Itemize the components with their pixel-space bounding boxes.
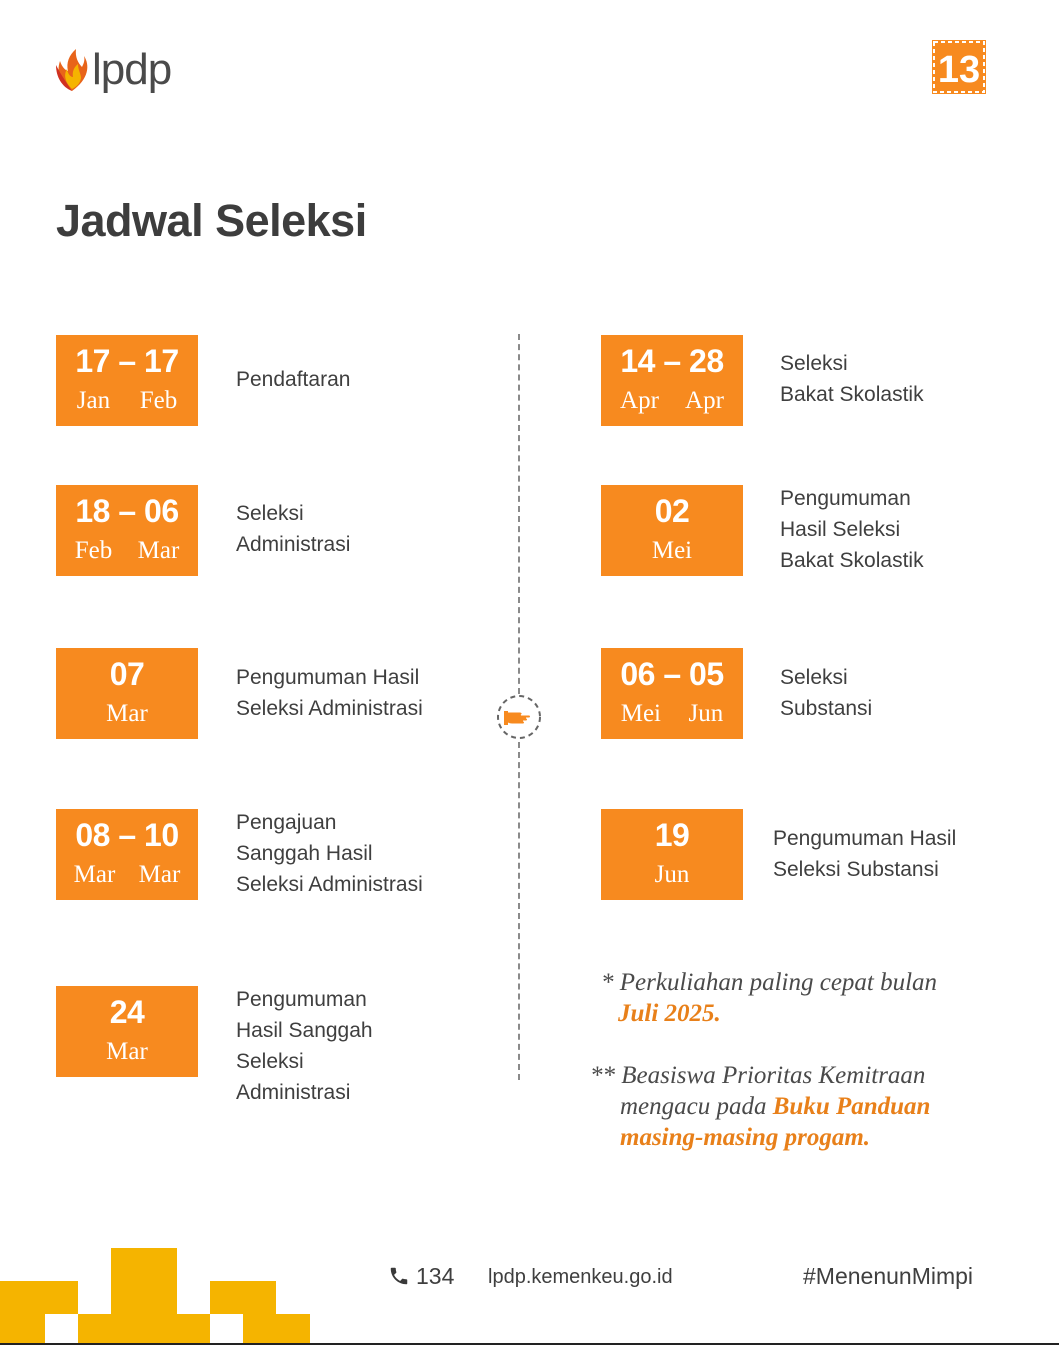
date-day: 08 – 10 bbox=[75, 817, 179, 853]
date-box-pengajuan-sanggah bbox=[56, 809, 198, 900]
date-month: Mar bbox=[106, 700, 148, 727]
date-box-pengumuman-administrasi bbox=[56, 648, 198, 739]
footnote-1 bbox=[601, 967, 1031, 1029]
schedule-label: Pengumuman Hasil Seleksi Bakat Skolastik bbox=[780, 487, 924, 572]
date-box-pengumuman-sanggah bbox=[56, 986, 198, 1077]
page-number-text: 13 bbox=[937, 49, 981, 91]
date-box-pendaftaran bbox=[56, 335, 198, 426]
date-month: Mar bbox=[137, 537, 180, 564]
date-day: 17 – 17 bbox=[75, 343, 179, 379]
lpdp-logo bbox=[54, 44, 171, 96]
date-months bbox=[601, 537, 743, 565]
timeline-divider bbox=[518, 742, 520, 1080]
page-number-badge bbox=[932, 40, 986, 94]
footnote-highlight: Buku Panduan bbox=[772, 1093, 931, 1120]
date-months bbox=[56, 861, 198, 889]
date-box-seleksi-administrasi bbox=[56, 485, 198, 576]
decorative-blocks bbox=[0, 1248, 310, 1345]
date-months bbox=[601, 387, 743, 415]
footnote-text: Beasiswa Prioritas Kemitraan bbox=[621, 1062, 926, 1089]
schedule-label: Pengumuman Hasil Sanggah Seleksi Administrasi bbox=[236, 988, 373, 1104]
date-month: Mei bbox=[651, 537, 693, 564]
footnote-text: Perkuliahan paling cepat bulan bbox=[619, 969, 938, 996]
footnote-2 bbox=[590, 1060, 1030, 1153]
schedule-label: Seleksi Administrasi bbox=[236, 502, 351, 556]
hashtag: #MenenunMimpi bbox=[803, 1263, 974, 1289]
date-day: 02 bbox=[654, 493, 690, 529]
pointing-hand-icon bbox=[496, 694, 542, 740]
footnote-highlight: masing-masing progam. bbox=[620, 1124, 871, 1151]
date-month: Mei bbox=[620, 700, 662, 727]
date-day: 24 bbox=[109, 994, 145, 1030]
date-months bbox=[56, 387, 198, 415]
logo-text: lpdp bbox=[92, 45, 172, 94]
date-day: 06 – 05 bbox=[620, 656, 724, 692]
date-month: Mar bbox=[73, 861, 116, 888]
flame-icon bbox=[54, 47, 90, 93]
schedule-label: Pengajuan Sanggah Hasil Seleksi Administrasi bbox=[236, 811, 423, 896]
footnote-text: mengacu pada bbox=[620, 1093, 767, 1120]
schedule-label: Pendaftaran bbox=[236, 368, 351, 391]
date-month: Jun bbox=[688, 700, 724, 727]
date-box-bakat-skolastik bbox=[601, 335, 743, 426]
page-title: Jadwal Seleksi bbox=[56, 195, 367, 246]
schedule-label: Pengumuman Hasil Seleksi Administrasi bbox=[236, 666, 423, 720]
date-month: Apr bbox=[685, 387, 724, 414]
schedule-label: Seleksi Bakat Skolastik bbox=[780, 352, 924, 406]
date-box-pengumuman-skolastik bbox=[601, 485, 743, 576]
date-month: Apr bbox=[620, 387, 659, 414]
date-months bbox=[601, 861, 743, 889]
date-month: Feb bbox=[74, 537, 113, 564]
date-month: Mar bbox=[138, 861, 181, 888]
date-months bbox=[56, 700, 198, 728]
phone-icon bbox=[388, 1265, 410, 1287]
date-months bbox=[56, 1038, 198, 1066]
timeline-divider bbox=[518, 334, 520, 694]
footnote-mark: * bbox=[601, 969, 614, 996]
date-day: 19 bbox=[654, 817, 690, 853]
date-months bbox=[56, 537, 198, 565]
date-day: 18 – 06 bbox=[75, 493, 179, 529]
date-box-seleksi-substansi bbox=[601, 648, 743, 739]
schedule-label: Seleksi Substansi bbox=[780, 666, 873, 720]
date-months bbox=[601, 700, 743, 728]
date-month: Feb bbox=[139, 387, 178, 414]
date-day: 14 – 28 bbox=[620, 343, 724, 379]
date-day: 07 bbox=[109, 656, 145, 692]
footnote-highlight: Juli 2025. bbox=[618, 1000, 721, 1027]
footnote-mark: ** bbox=[590, 1062, 615, 1089]
date-month: Mar bbox=[106, 1038, 148, 1065]
schedule-label: Pengumuman Hasil Seleksi Substansi bbox=[773, 827, 957, 881]
date-box-pengumuman-substansi bbox=[601, 809, 743, 900]
date-month: Jun bbox=[654, 861, 690, 888]
date-month: Jan bbox=[76, 387, 111, 414]
phone-number: 134 bbox=[416, 1263, 455, 1289]
website-link[interactable]: lpdp.kemenkeu.go.id bbox=[488, 1266, 673, 1288]
